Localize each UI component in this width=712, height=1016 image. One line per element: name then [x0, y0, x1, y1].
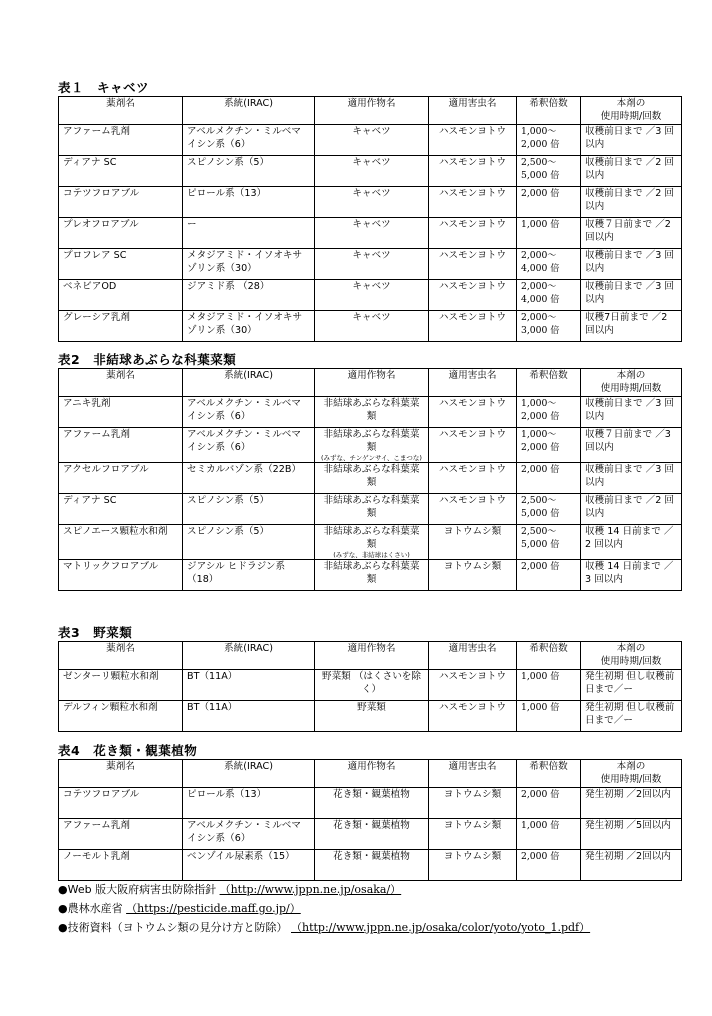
target-crop [315, 525, 429, 560]
irac-system: スピノシン系（5） [183, 494, 315, 525]
drug-name: プロフレア SC [59, 249, 183, 280]
header-timing-line1: 本剤の [616, 761, 646, 772]
target-crop [315, 218, 429, 249]
header-rate: 希釈倍数 [517, 760, 581, 788]
table-row [59, 218, 682, 249]
usage-timing: 収穫７日前まで ／3 回以内 [581, 428, 682, 463]
drug-name: ゼンターリ顆粒水和剤 [59, 670, 183, 701]
usage-timing: 収穫前日まで ／3 回以内 [581, 249, 682, 280]
table-row [59, 156, 682, 187]
header-name: 薬剤名 [59, 97, 183, 125]
target-pest: ヨトウムシ類 [429, 819, 517, 850]
target-crop [315, 850, 429, 881]
usage-timing: 収穫７日前まで ／2 回以内 [581, 218, 682, 249]
target-pest: ハスモンヨトウ [429, 280, 517, 311]
crop-name: 非結球あぶらな科葉菜類 [323, 561, 420, 585]
header-pest: 適用害虫名 [429, 760, 517, 788]
table-row [59, 850, 682, 881]
table-row [59, 280, 682, 311]
crop-note: (みずな、チンゲンサイ、こまつな) [321, 454, 422, 462]
target-pest: ハスモンヨトウ [429, 701, 517, 732]
drug-name: コテツフロアブル [59, 187, 183, 218]
table-row [59, 311, 682, 342]
drug-name: グレーシア乳剤 [59, 311, 183, 342]
irac-system: アベルメクチン・ミルベマイシン系（6） [183, 397, 315, 428]
dilution-rate: 2,000 倍 [517, 788, 581, 819]
irac-system: ジアシル ヒドラジン系（18） [183, 560, 315, 591]
table-row [59, 249, 682, 280]
drug-name: ノーモルト乳剤 [59, 850, 183, 881]
target-pest: ハスモンヨトウ [429, 249, 517, 280]
target-crop [315, 280, 429, 311]
usage-timing: 収穫前日まで ／3 回以内 [581, 125, 682, 156]
target-pest: ハスモンヨトウ [429, 218, 517, 249]
header-crop: 適用作物名 [315, 760, 429, 788]
header-timing-line1: 本剤の [616, 98, 646, 109]
target-pest: ヨトウムシ類 [429, 560, 517, 591]
crop-name: 非結球あぶらな科葉菜類 [323, 495, 420, 519]
irac-system: ピロール系（13） [183, 187, 315, 218]
target-pest: ヨトウムシ類 [429, 850, 517, 881]
drug-name: コテツフロアブル [59, 788, 183, 819]
header-name: 薬剤名 [59, 760, 183, 788]
crop-name: キャベツ [352, 312, 391, 323]
header-pest: 適用害虫名 [429, 642, 517, 670]
crop-name: キャベツ [352, 157, 391, 168]
crop-name: 非結球あぶらな科葉菜類 [323, 398, 420, 422]
drug-name: アファーム乳剤 [59, 428, 183, 463]
drug-name: アファーム乳剤 [59, 125, 183, 156]
irac-system: ー [183, 218, 315, 249]
header-rate: 希釈倍数 [517, 642, 581, 670]
dilution-rate: 2,500～ 5,000 倍 [517, 156, 581, 187]
crop-name: キャベツ [352, 281, 391, 292]
target-pest: ハスモンヨトウ [429, 187, 517, 218]
header-timing [581, 97, 682, 125]
reference-label: ●Web 版大阪府病害虫防除指針 [58, 883, 217, 896]
crop-name: キャベツ [352, 250, 391, 261]
header-timing-line2: 使用時期/回数 [600, 774, 662, 785]
header-timing-line1: 本剤の [616, 370, 646, 381]
usage-timing: 発生初期 但し収穫前日まで／ー [581, 670, 682, 701]
table-row [59, 701, 682, 732]
drug-name: ディアナ SC [59, 494, 183, 525]
drug-name: アニキ乳剤 [59, 397, 183, 428]
target-crop [315, 819, 429, 850]
table-row [59, 187, 682, 218]
crop-name: 非結球あぶらな科葉菜類 [323, 429, 420, 453]
irac-system: スピノシン系（5） [183, 156, 315, 187]
section-table-1 [58, 80, 682, 342]
target-crop [315, 397, 429, 428]
target-pest: ハスモンヨトウ [429, 463, 517, 494]
header-row [59, 369, 682, 397]
pesticide-table [58, 759, 682, 881]
table-title: 表2 非結球あぶらな科葉菜類 [58, 352, 237, 367]
usage-timing: 収穫前日まで ／3 回以内 [581, 280, 682, 311]
drug-name: アファーム乳剤 [59, 819, 183, 850]
dilution-rate: 2,000 倍 [517, 463, 581, 494]
reference-link-maff[interactable]: （https://pesticide.maff.go.jp/） [126, 902, 301, 915]
header-system: 系統(IRAC) [183, 760, 315, 788]
crop-name: 花き類・観葉植物 [333, 851, 410, 862]
crop-name: 花き類・観葉植物 [333, 820, 410, 831]
section-table-3 [58, 625, 682, 732]
target-crop [315, 125, 429, 156]
target-pest: ハスモンヨトウ [429, 311, 517, 342]
crop-name: キャベツ [352, 188, 391, 199]
drug-name: スピノエース顆粒水和剤 [59, 525, 183, 560]
reference-links [58, 880, 590, 937]
dilution-rate: 1,000 倍 [517, 670, 581, 701]
irac-system: BT（11A） [183, 701, 315, 732]
irac-system: セミカルバゾン系（22B） [183, 463, 315, 494]
table-title: 表１ キャベツ [58, 80, 150, 95]
target-crop [315, 249, 429, 280]
crop-name: キャベツ [352, 219, 391, 230]
header-timing-line2: 使用時期/回数 [600, 383, 662, 394]
pesticide-table [58, 368, 682, 591]
dilution-rate: 2,000 倍 [517, 560, 581, 591]
dilution-rate: 2,000 倍 [517, 850, 581, 881]
header-rate: 希釈倍数 [517, 97, 581, 125]
irac-system: アベルメクチン・ミルベマイシン系（6） [183, 819, 315, 850]
table-row [59, 525, 682, 560]
header-timing [581, 760, 682, 788]
drug-name: デルフィン顆粒水和剤 [59, 701, 183, 732]
table-row [59, 125, 682, 156]
header-system: 系統(IRAC) [183, 369, 315, 397]
header-timing-line1: 本剤の [616, 643, 646, 654]
reference-label: ●技術資料（ヨトウムシ類の見分け方と防除） [58, 921, 288, 934]
drug-name: プレオフロアブル [59, 218, 183, 249]
irac-system: アベルメクチン・ミルベマイシン系（6） [183, 428, 315, 463]
crop-note: (みずな、非結球はくさい) [333, 551, 410, 559]
target-crop [315, 463, 429, 494]
usage-timing: 収穫前日まで ／3 回以内 [581, 397, 682, 428]
table-title: 表3 野菜類 [58, 625, 133, 640]
usage-timing: 収穫前日まで ／2 回以内 [581, 494, 682, 525]
header-rate: 希釈倍数 [517, 369, 581, 397]
target-pest: ハスモンヨトウ [429, 670, 517, 701]
header-pest: 適用害虫名 [429, 97, 517, 125]
target-pest: ハスモンヨトウ [429, 156, 517, 187]
table-title: 表4 花き類・観葉植物 [58, 743, 198, 758]
reference-link-osaka[interactable]: （http://www.jppn.ne.jp/osaka/） [219, 883, 402, 896]
drug-name: アクセルフロアブル [59, 463, 183, 494]
header-crop: 適用作物名 [315, 642, 429, 670]
reference-item [58, 880, 590, 899]
pesticide-table [58, 641, 682, 732]
usage-timing: 発生初期 但し収穫前日まで／ー [581, 701, 682, 732]
usage-timing: 収穫 14 日前まで ／2 回以内 [581, 525, 682, 560]
drug-name: ディアナ SC [59, 156, 183, 187]
header-timing-line2: 使用時期/回数 [600, 111, 662, 122]
dilution-rate: 2,500～ 5,000 倍 [517, 525, 581, 560]
dilution-rate: 2,000～ 3,000 倍 [517, 311, 581, 342]
irac-system: ベンゾイル尿素系（15） [183, 850, 315, 881]
drug-name: マトリックフロアブル [59, 560, 183, 591]
header-row [59, 760, 682, 788]
dilution-rate: 2,000～ 4,000 倍 [517, 280, 581, 311]
reference-link-yoto-pdf[interactable]: （http://www.jppn.ne.jp/osaka/color/yoto/yoto_1.pdf） [291, 921, 591, 934]
pesticide-table [58, 96, 682, 342]
dilution-rate: 1,000 倍 [517, 218, 581, 249]
crop-name: 野菜類 （はくさいを除く） [322, 671, 421, 695]
dilution-rate: 2,000 倍 [517, 187, 581, 218]
target-crop [315, 187, 429, 218]
table-row [59, 788, 682, 819]
target-pest: ヨトウムシ類 [429, 788, 517, 819]
target-pest: ヨトウムシ類 [429, 525, 517, 560]
irac-system: メタジアミド・イソオキサゾリン系（30） [183, 311, 315, 342]
crop-name: 非結球あぶらな科葉菜類 [323, 464, 420, 488]
section-table-2 [58, 352, 682, 591]
target-crop [315, 670, 429, 701]
usage-timing: 収穫前日まで ／2 回以内 [581, 187, 682, 218]
target-pest: ハスモンヨトウ [429, 397, 517, 428]
header-timing-line2: 使用時期/回数 [600, 656, 662, 667]
dilution-rate: 1,000～ 2,000 倍 [517, 125, 581, 156]
usage-timing: 収穫前日まで ／3 回以内 [581, 463, 682, 494]
irac-system: ピロール系（13） [183, 788, 315, 819]
usage-timing: 収穫前日まで ／2 回以内 [581, 156, 682, 187]
header-name: 薬剤名 [59, 642, 183, 670]
usage-timing: 収穫7日前まで ／2 回以内 [581, 311, 682, 342]
reference-label: ●農林水産省 [58, 902, 123, 915]
dilution-rate: 1,000 倍 [517, 819, 581, 850]
table-row [59, 428, 682, 463]
usage-timing: 発生初期 ／5回以内 [581, 819, 682, 850]
header-row [59, 642, 682, 670]
crop-name: キャベツ [352, 126, 391, 137]
header-timing [581, 369, 682, 397]
crop-name: 花き類・観葉植物 [333, 789, 410, 800]
target-crop [315, 494, 429, 525]
irac-system: BT（11A） [183, 670, 315, 701]
header-row [59, 97, 682, 125]
header-pest: 適用害虫名 [429, 369, 517, 397]
dilution-rate: 1,000 倍 [517, 701, 581, 732]
drug-name: ベネビアOD [59, 280, 183, 311]
header-crop: 適用作物名 [315, 97, 429, 125]
header-name: 薬剤名 [59, 369, 183, 397]
header-system: 系統(IRAC) [183, 97, 315, 125]
usage-timing: 収穫 14 日前まで ／3 回以内 [581, 560, 682, 591]
dilution-rate: 1,000～ 2,000 倍 [517, 428, 581, 463]
target-crop [315, 560, 429, 591]
reference-item [58, 899, 590, 918]
irac-system: ジアミド系 （28） [183, 280, 315, 311]
header-system: 系統(IRAC) [183, 642, 315, 670]
table-row [59, 494, 682, 525]
table-row [59, 397, 682, 428]
crop-name: 野菜類 [357, 702, 386, 713]
table-row [59, 670, 682, 701]
dilution-rate: 1,000～ 2,000 倍 [517, 397, 581, 428]
dilution-rate: 2,500～ 5,000 倍 [517, 494, 581, 525]
target-crop [315, 701, 429, 732]
irac-system: アベルメクチン・ミルベマイシン系（6） [183, 125, 315, 156]
section-table-4 [58, 743, 682, 881]
table-row [59, 819, 682, 850]
target-pest: ハスモンヨトウ [429, 494, 517, 525]
reference-item [58, 918, 590, 937]
usage-timing: 発生初期 ／2回以内 [581, 788, 682, 819]
table-row [59, 463, 682, 494]
irac-system: スピノシン系（5） [183, 525, 315, 560]
target-crop [315, 428, 429, 463]
header-crop: 適用作物名 [315, 369, 429, 397]
target-crop [315, 311, 429, 342]
table-row [59, 560, 682, 591]
irac-system: メタジアミド・イソオキサゾリン系（30） [183, 249, 315, 280]
crop-name: 非結球あぶらな科葉菜類 [323, 526, 420, 550]
header-timing [581, 642, 682, 670]
target-pest: ハスモンヨトウ [429, 125, 517, 156]
target-pest: ハスモンヨトウ [429, 428, 517, 463]
target-crop [315, 788, 429, 819]
target-crop [315, 156, 429, 187]
usage-timing: 発生初期 ／2回以内 [581, 850, 682, 881]
dilution-rate: 2,000～ 4,000 倍 [517, 249, 581, 280]
